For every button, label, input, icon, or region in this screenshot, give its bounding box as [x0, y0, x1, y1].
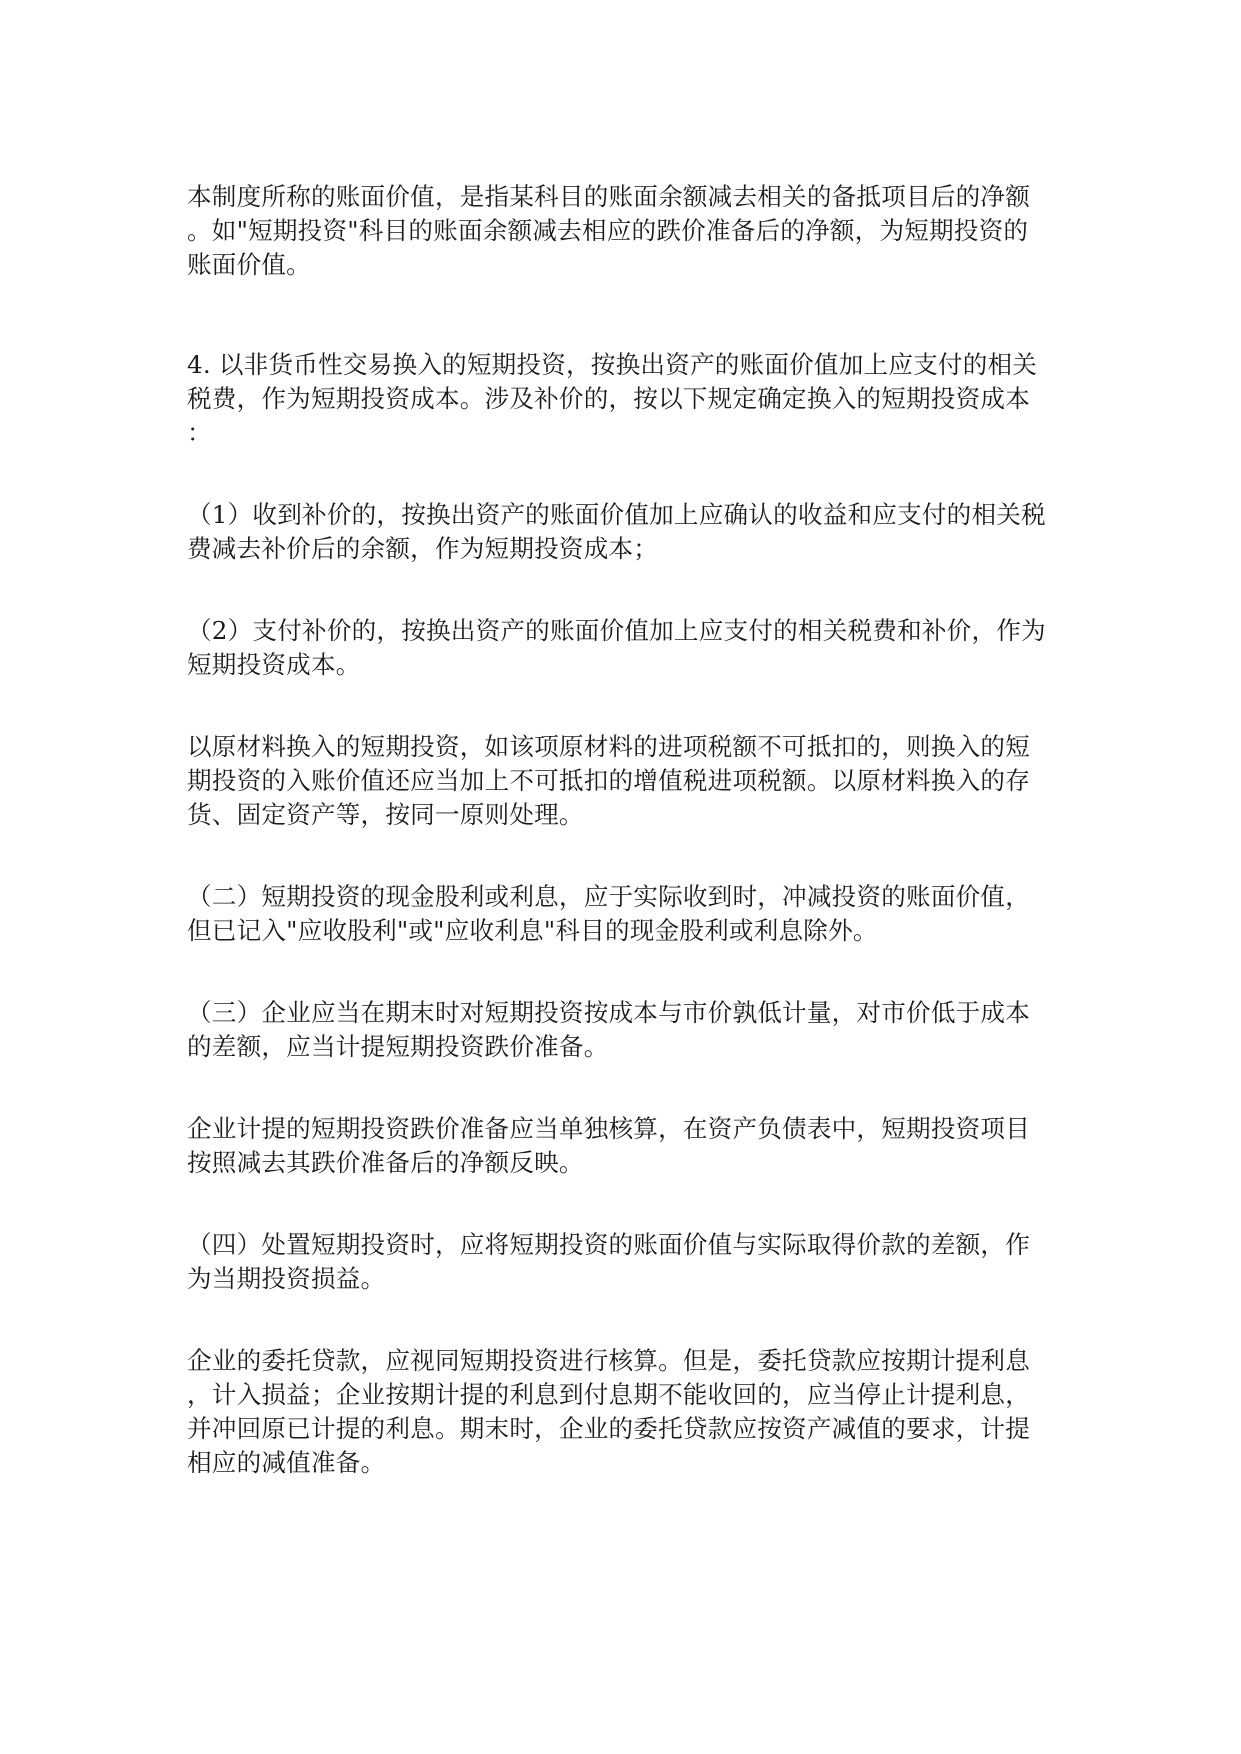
text-line: 货、固定资产等，按同一原则处理。	[187, 800, 584, 829]
text-line: 相应的减值准备。	[187, 1448, 386, 1477]
text-line: 企业计提的短期投资跌价准备应当单独核算，在资产负债表中，短期投资项目	[187, 1114, 1030, 1143]
paragraph-raw-materials-exchange	[187, 730, 1067, 832]
text-line: 但已记入"应收股利"或"应收利息"科目的现金股利或利息除外。	[187, 916, 878, 945]
text-line: （三）企业应当在期末时对短期投资按成本与市价孰低计量，对市价低于成本	[187, 998, 1030, 1027]
text-line: 本制度所称的账面价值，是指某科目的账面余额减去相关的备抵项目后的净额	[187, 182, 1030, 211]
text-line: （2）支付补价的，按换出资产的账面价值加上应支付的相关税费和补价，作为	[187, 616, 1046, 645]
paragraph-entrusted-loans	[187, 1344, 1067, 1480]
text-line: ：	[187, 418, 212, 447]
text-line: 4. 以非货币性交易换入的短期投资，按换出资产的账面价值加上应支付的相关	[187, 350, 1038, 379]
text-line: （二）短期投资的现金股利或利息，应于实际收到时，冲减投资的账面价值，	[187, 882, 1030, 911]
paragraph-book-value-definition	[187, 180, 1067, 282]
text-line: 税费，作为短期投资成本。涉及补价的，按以下规定确定换入的短期投资成本	[187, 384, 1030, 413]
text-line: 费减去补价后的余额，作为短期投资成本；	[187, 534, 659, 563]
paragraph-receive-boot	[187, 498, 1067, 566]
paragraph-non-monetary-exchange	[187, 348, 1067, 450]
text-line: 并冲回原已计提的利息。期末时，企业的委托贷款应按资产减值的要求，计提	[187, 1414, 1030, 1443]
document-page	[187, 180, 1067, 1480]
paragraph-disposal	[187, 1228, 1067, 1296]
text-line: 期投资的入账价值还应当加上不可抵扣的增值税进项税额。以原材料换入的存	[187, 766, 1030, 795]
text-line: ，计入损益；企业按期计提的利息到付息期不能收回的，应当停止计提利息，	[187, 1380, 1030, 1409]
text-line: 。如"短期投资"科目的账面余额减去相应的跌价准备后的净额，为短期投资的	[187, 216, 1029, 245]
text-line: （1）收到补价的，按换出资产的账面价值加上应确认的收益和应支付的相关税	[187, 500, 1046, 529]
paragraph-impairment-provision	[187, 1112, 1067, 1180]
paragraph-cash-dividends	[187, 880, 1067, 948]
text-line: 企业的委托贷款，应视同短期投资进行核算。但是，委托贷款应按期计提利息	[187, 1346, 1030, 1375]
text-line: 按照减去其跌价准备后的净额反映。	[187, 1148, 584, 1177]
text-line: 的差额，应当计提短期投资跌价准备。	[187, 1032, 609, 1061]
text-line: （四）处置短期投资时，应将短期投资的账面价值与实际取得价款的差额，作	[187, 1230, 1030, 1259]
paragraph-lower-of-cost-or-market	[187, 996, 1067, 1064]
paragraph-pay-boot	[187, 614, 1067, 682]
text-line: 账面价值。	[187, 250, 311, 279]
text-line: 短期投资成本。	[187, 650, 361, 679]
text-line: 为当期投资损益。	[187, 1264, 386, 1293]
text-line: 以原材料换入的短期投资，如该项原材料的进项税额不可抵扣的，则换入的短	[187, 732, 1030, 761]
